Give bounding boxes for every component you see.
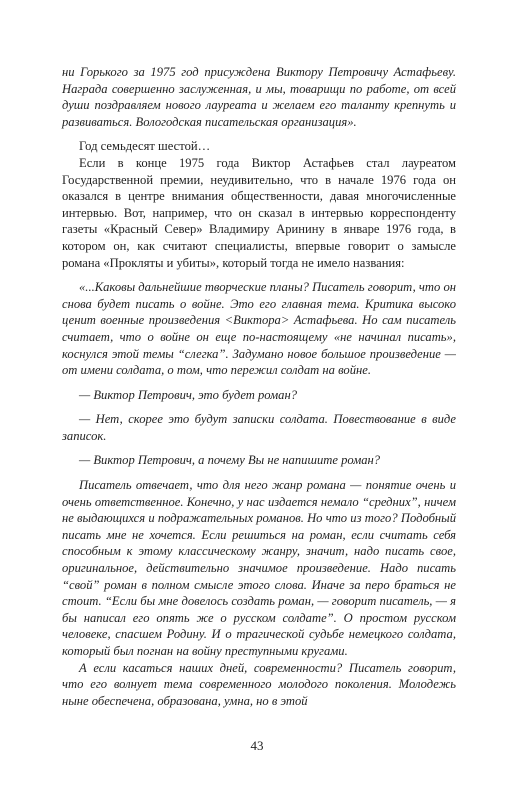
quote-continuation: ни Горького за 1975 год присуждена Виктору Петровичу Астафьеву. Награда совершенно заслуженная, и мы, товарищи по работе, от всей души поздравляем нового лауреата и желаем его таланту крепнуть и развиваться. Вологодская писательская организация».	[62, 65, 456, 129]
interview-closing: А если касаться наших дней, современности? Писатель говорит, что его волнует тема современного молодого поколения. Молодежь ныне обеспечена, образована, умна, но в этой	[62, 660, 456, 708]
interview-answer-2: Писатель отвечает, что для него жанр романа — понятие очень и очень ответственное. Конечно, у нас издается немало “средних”, ничем не выдающихся и подражательных романов. Но что из того? Подобный писать мне не хочется. Если решиться на роман, если считать себя способным к этому классическому жанру, значит, надо писать свое, оригинальное, действительно значимое произведение. Надо писать “свой” роман в полном смысле этого слова. Иначе за перо браться не стоит. “Если бы мне довелось создать роман, — говорит писатель, — я бы написал его опять же о русском солдате”. О простом русском человеке, спасшем Родину. И о трагической судьбе немецкого солдата, который был погнан на войну преступными кругами.	[62, 478, 456, 658]
interview-quote: «...Каковы дальнейшие творческие планы? Писатель говорит, что он снова будет писать о войне. Это его главная тема. Критика высоко ценит военные произведения <Виктора> Астафьева. Но сам писатель считает, что о войне он еще по-настоящему «не начинал писать», коснулся этой темы “слегка”. Задумано новое большое произведение — от имени солдата, о том, что пережил солдат на войне.	[62, 280, 456, 378]
paragraph-intro: Если в конце 1975 года Виктор Астафьев стал лауреатом Государственной премии, неудивительно, что в начале 1976 года он оказался в центре внимания общественности, давая многочисленные интервью. Вот, например, что он сказал в интервью корреспонденту газеты «Красный Север» Владимиру Аринину в январе 1976 года, в котором он, как считают специалисты, впервые говорит о замысле романа «Прокляты и убиты», который тогда не имело названия:	[62, 155, 456, 270]
page-number: 43	[250, 738, 264, 753]
interview-question-2: — Виктор Петрович, а почему Вы не напишите роман?	[79, 453, 381, 468]
interview-answer-1: — Нет, скорее это будут записки солдата. Повествование в виде записок.	[62, 412, 456, 443]
paragraph-year: Год семьдесят шестой…	[79, 139, 211, 154]
interview-question-1: — Виктор Петрович, это будет роман?	[79, 387, 298, 402]
page-body	[62, 64, 456, 709]
